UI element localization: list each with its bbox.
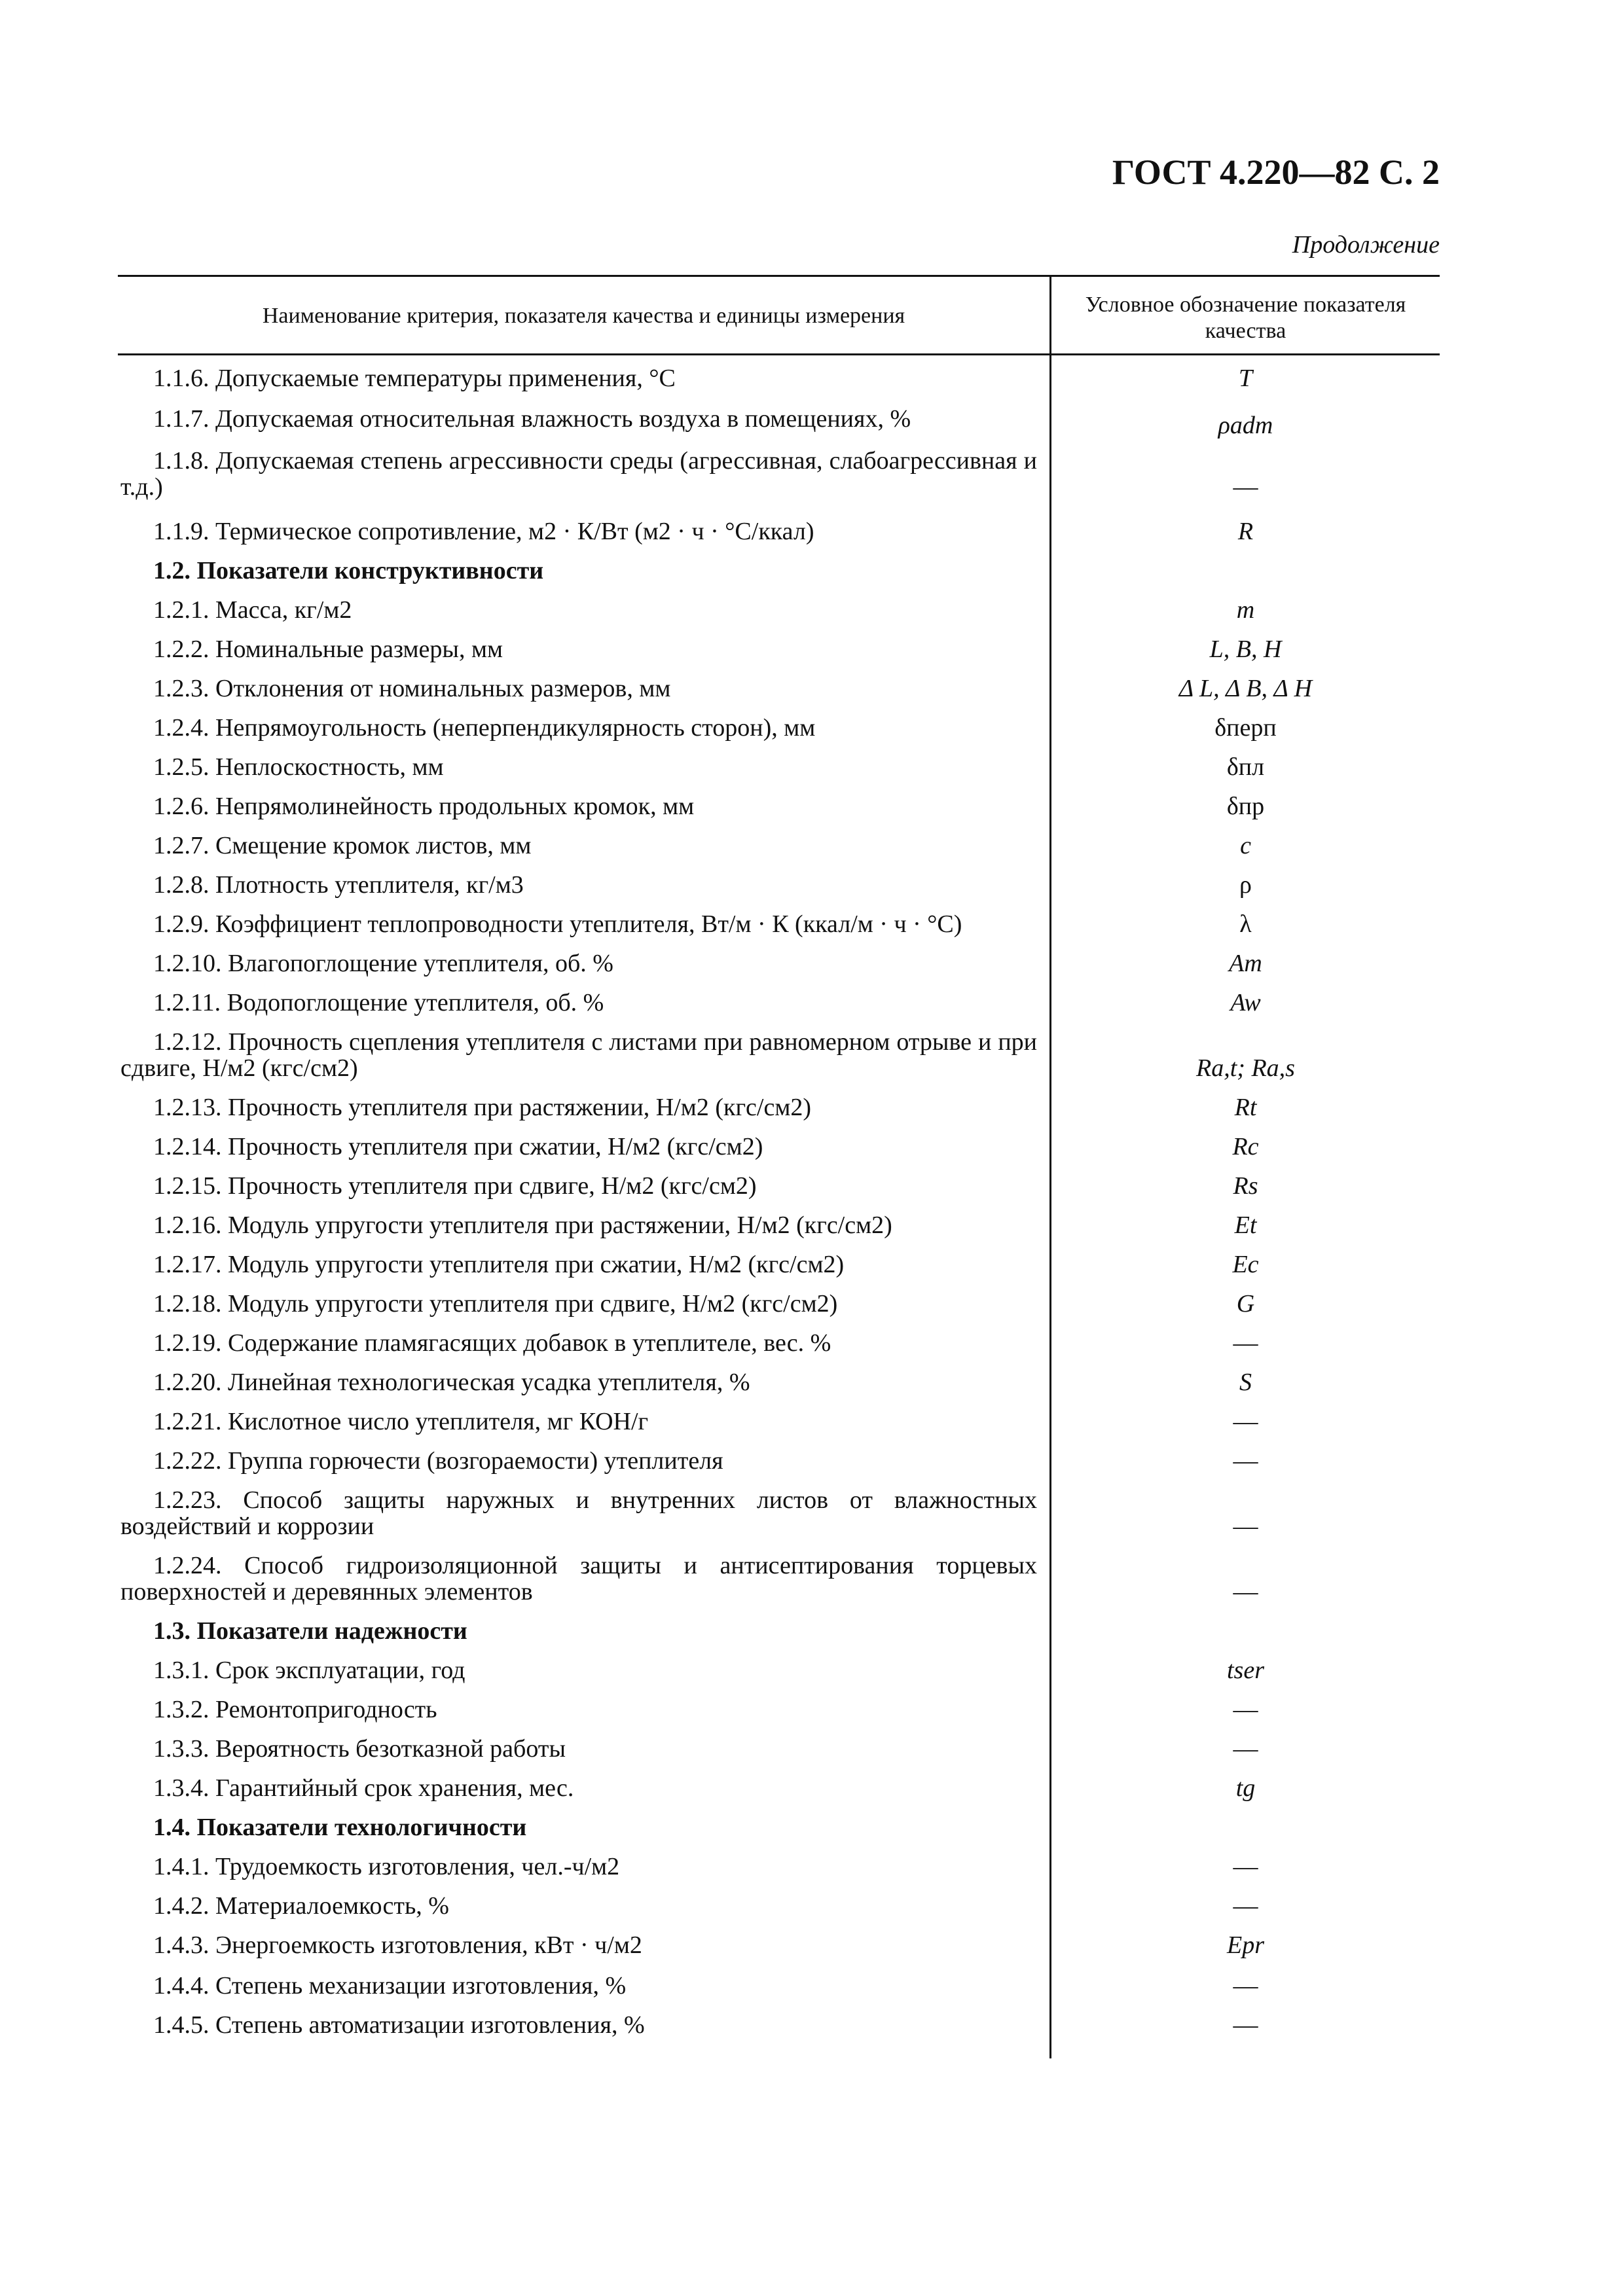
indicator-symbol: —: [1233, 2011, 1258, 2039]
section-title: 1.3. Показатели надежности: [153, 1617, 467, 1645]
column-header-name: Наименование критерия, показателя качества и единицы измерения: [262, 304, 905, 328]
indicator-name: 1.2.12. Прочность сцепления утеплителя с листами при равномерном отрыве и при сдвиге, Н/м2 (кгс/см2): [120, 1028, 1037, 1082]
indicator-name: 1.2.8. Плотность утеплителя, кг/м3: [153, 871, 524, 899]
indicator-name: 1.2.3. Отклонения от номинальных размеров, мм: [153, 675, 671, 702]
document-header: ГОСТ 4.220—82 С. 2: [1112, 152, 1440, 192]
indicator-symbol: —: [1233, 473, 1258, 501]
indicator-symbol: —: [1233, 1696, 1258, 1723]
indicator-name: 1.2.21. Кислотное число утеплителя, мг КОН/г: [153, 1408, 649, 1435]
indicator-symbol: —: [1233, 1513, 1258, 1540]
indicator-symbol: —: [1233, 1853, 1258, 1880]
indicator-symbol: δпл: [1226, 753, 1265, 781]
indicator-symbol: Ec: [1232, 1251, 1259, 1278]
indicator-name: 1.2.10. Влагопоглощение утеплителя, об. %: [153, 950, 613, 977]
indicator-name: 1.2.17. Модуль упругости утеплителя при сжатии, Н/м2 (кгс/см2): [153, 1251, 845, 1278]
indicator-name: 1.2.15. Прочность утеплителя при сдвиге, Н/м2 (кгс/см2): [153, 1172, 757, 1200]
indicator-name: 1.4.1. Трудоемкость изготовления, чел.-ч/м2: [153, 1853, 620, 1880]
indicator-symbol: L, B, H: [1209, 636, 1282, 663]
indicator-symbol: Epr: [1227, 1931, 1264, 1959]
indicator-symbol: tg: [1235, 1774, 1256, 1802]
indicator-symbol: R: [1237, 518, 1254, 545]
indicator-symbol: Δ L, Δ B, Δ H: [1178, 675, 1313, 702]
section-title: 1.4. Показатели технологичности: [153, 1814, 527, 1841]
indicator-name: 1.2.16. Модуль упругости утеплителя при растяжении, Н/м2 (кгс/см2): [153, 1211, 892, 1239]
indicator-name: 1.2.11. Водопоглощение утеплителя, об. %: [153, 989, 604, 1016]
indicator-symbol: ρ: [1239, 871, 1252, 899]
indicator-symbol: ρadm: [1218, 412, 1273, 439]
indicator-name: 1.2.2. Номинальные размеры, мм: [153, 636, 503, 663]
indicator-symbol: —: [1233, 1578, 1258, 1605]
indicator-symbol: —: [1233, 1447, 1258, 1475]
indicator-symbol: Ra,t; Ra,s: [1196, 1054, 1295, 1082]
indicator-name: 1.2.18. Модуль упругости утеплителя при сдвиге, Н/м2 (кгс/см2): [153, 1290, 838, 1318]
indicator-symbol: —: [1233, 1735, 1258, 1763]
indicator-symbol: c: [1240, 832, 1251, 859]
indicator-name: 1.3.1. Срок эксплуатации, год: [153, 1657, 465, 1684]
indicator-name: 1.2.14. Прочность утеплителя при сжатии, Н/м2 (кгс/см2): [153, 1133, 763, 1160]
indicator-name: 1.2.24. Способ гидроизоляционной защиты и антисептирования торцевых поверхностей и деревянных элементов: [120, 1552, 1037, 1605]
continuation-label: Продолжение: [1292, 231, 1440, 259]
indicator-name: 1.3.2. Ремонтопригодность: [153, 1696, 437, 1723]
indicator-name: 1.3.3. Вероятность безотказной работы: [153, 1735, 566, 1763]
indicator-symbol: m: [1236, 596, 1255, 624]
table-top-rule: [118, 275, 1440, 277]
indicator-name: 1.1.9. Термическое сопротивление, м2 · К/Вт (м2 · ч · °С/ккал): [153, 518, 814, 545]
indicator-symbol: —: [1233, 1329, 1258, 1357]
indicator-name: 1.2.9. Коэффициент теплопроводности утеплителя, Вт/м · К (ккал/м · ч · °С): [153, 910, 962, 938]
indicator-name: 1.4.5. Степень автоматизации изготовления, %: [153, 2011, 645, 2039]
indicator-symbol: G: [1236, 1290, 1255, 1318]
indicator-name: 1.4.2. Материалоемкость, %: [153, 1892, 449, 1920]
indicator-name: 1.1.6. Допускаемые температуры применения, °C: [153, 365, 676, 392]
indicator-name: 1.2.4. Непрямоугольность (неперпендикулярность сторон), мм: [153, 714, 816, 742]
indicator-name: 1.2.19. Содержание пламягасящих добавок в утеплителе, вес. %: [153, 1329, 831, 1357]
indicator-name: 1.2.7. Смещение кромок листов, мм: [153, 832, 532, 859]
indicator-name: 1.4.3. Энергоемкость изготовления, кВт · ч/м2: [153, 1931, 642, 1959]
indicator-symbol: Rc: [1232, 1133, 1259, 1160]
indicator-symbol: δперп: [1214, 714, 1277, 742]
indicator-symbol: δпр: [1226, 793, 1265, 820]
indicator-symbol: Aw: [1230, 989, 1261, 1016]
indicator-name: 1.2.5. Неплоскостность, мм: [153, 753, 444, 781]
indicator-name: 1.2.1. Масса, кг/м2: [153, 596, 352, 624]
indicator-symbol: Rt: [1234, 1094, 1257, 1121]
indicator-name: 1.3.4. Гарантийный срок хранения, мес.: [153, 1774, 574, 1802]
table-header-rule: [118, 353, 1440, 355]
indicator-symbol: T: [1238, 365, 1253, 392]
indicator-symbol: λ: [1239, 910, 1252, 938]
indicator-symbol: —: [1233, 1972, 1258, 2000]
indicator-name: 1.1.7. Допускаемая относительная влажность воздуха в помещениях, %: [153, 405, 911, 433]
indicator-symbol: —: [1233, 1408, 1258, 1435]
indicator-name: 1.2.6. Непрямолинейность продольных кромок, мм: [153, 793, 695, 820]
section-title: 1.2. Показатели конструктивности: [153, 557, 544, 584]
indicator-name: 1.4.4. Степень механизации изготовления, %: [153, 1972, 627, 2000]
indicator-name: 1.1.8. Допускаемая степень агрессивности среды (агрессивная, слабоагрессивная и т.д.): [120, 447, 1037, 501]
indicator-symbol: S: [1239, 1369, 1252, 1396]
indicator-name: 1.2.13. Прочность утеплителя при растяжении, Н/м2 (кгс/см2): [153, 1094, 812, 1121]
indicator-name: 1.2.23. Способ защиты наружных и внутренних листов от влажностных воздействий и коррозии: [120, 1486, 1037, 1540]
column-header-symbol: Условное обозначение показателя качества: [1085, 293, 1406, 343]
indicator-symbol: —: [1233, 1892, 1258, 1920]
indicator-symbol: Rs: [1233, 1172, 1258, 1200]
indicator-name: 1.2.20. Линейная технологическая усадка утеплителя, %: [153, 1369, 750, 1396]
indicator-symbol: Et: [1234, 1211, 1257, 1239]
indicator-symbol: tser: [1227, 1657, 1264, 1684]
indicator-symbol: Am: [1229, 950, 1262, 977]
indicator-name: 1.2.22. Группа горючести (возгораемости) утеплителя: [153, 1447, 723, 1475]
